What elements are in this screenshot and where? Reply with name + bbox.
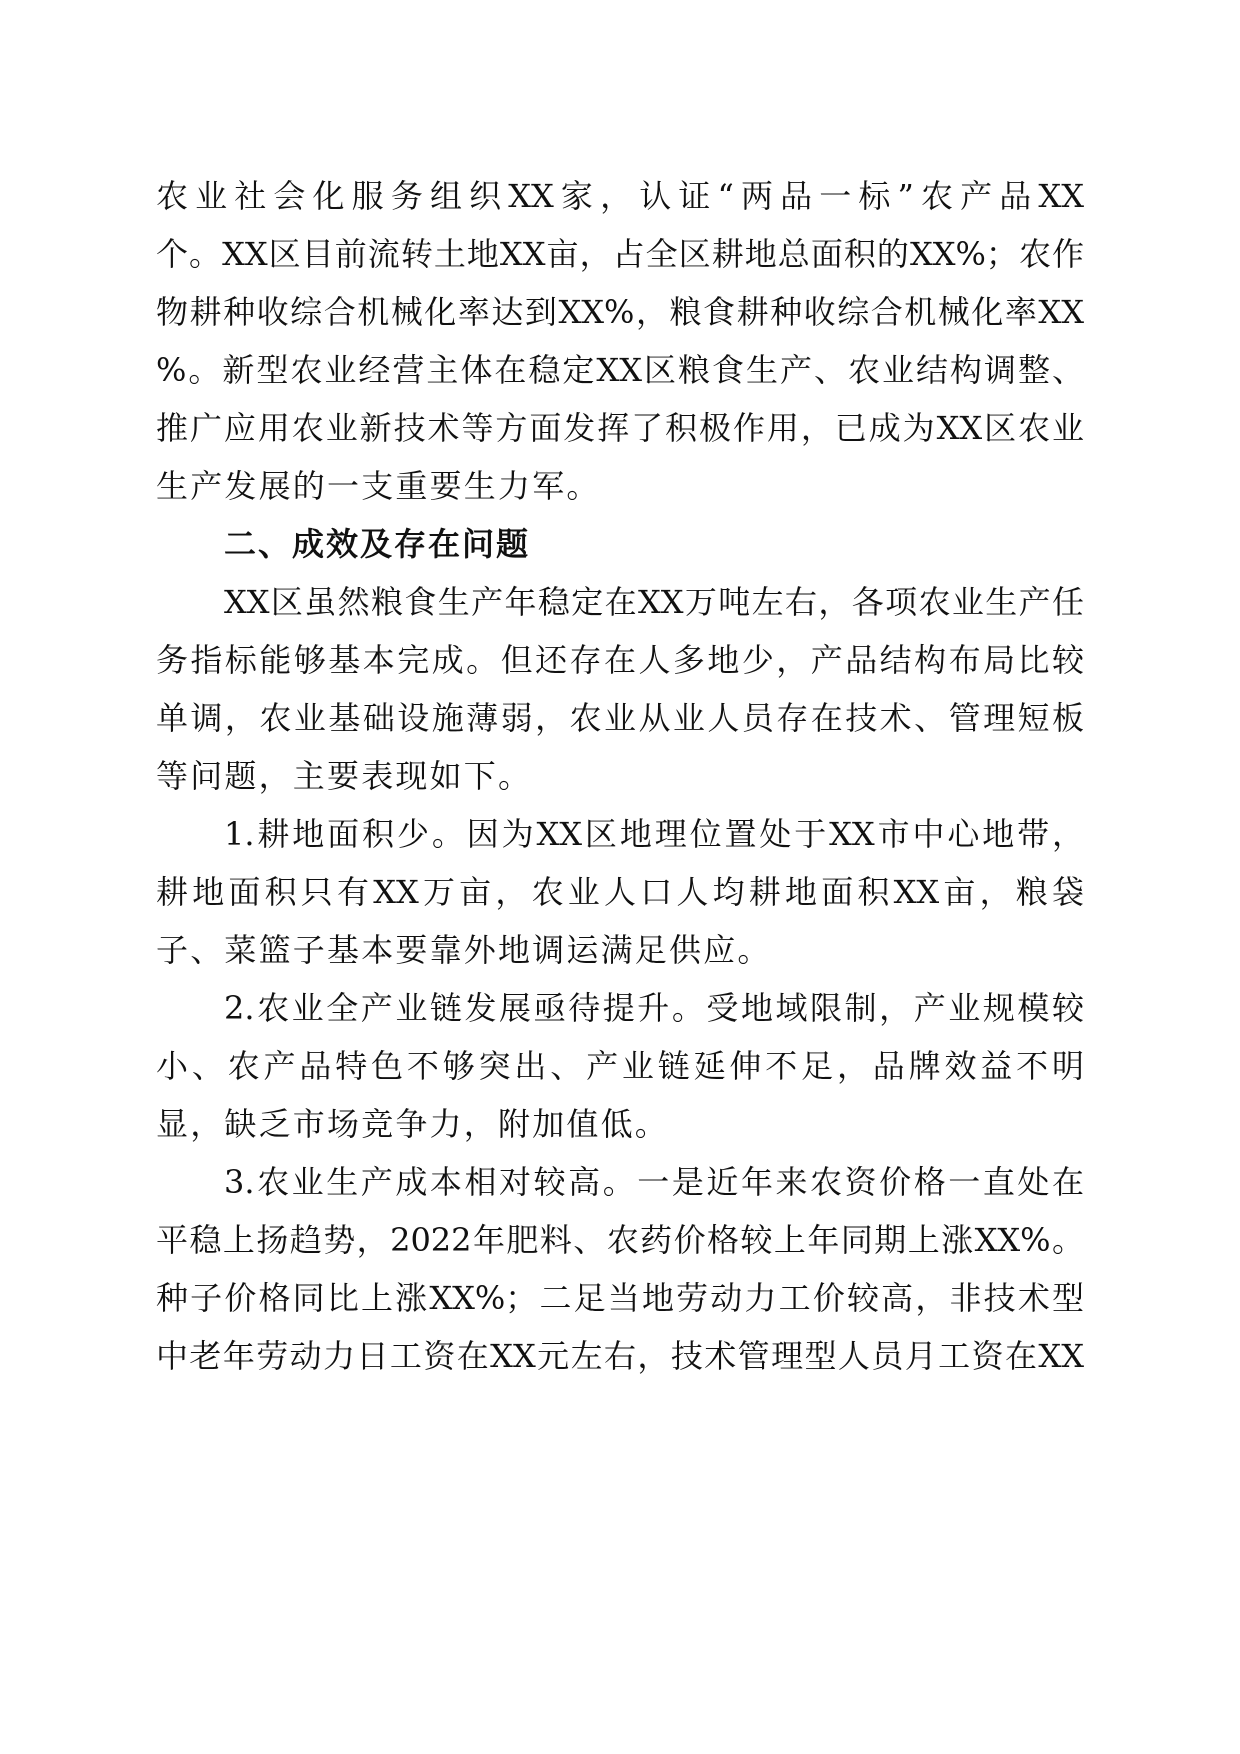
text-line: 耕地面积只有XX万亩，农业人口人均耕地面积XX亩，粮袋 bbox=[156, 873, 1084, 911]
text-line: 小、农产品特色不够突出、产业链延伸不足，品牌效益不明 bbox=[156, 1047, 1084, 1085]
text-line: 中老年劳动力日工资在XX元左右，技术管理型人员月工资在XX bbox=[156, 1337, 1084, 1375]
text-line: 生产发展的一支重要生力军。 bbox=[156, 467, 601, 505]
text-line: 等问题，主要表现如下。 bbox=[156, 757, 533, 795]
text-line: 2.农业全产业链发展亟待提升。受地域限制，产业规模较 bbox=[224, 989, 1084, 1027]
section-heading: 二、成效及存在问题 bbox=[224, 525, 531, 563]
text-line: 务指标能够基本完成。但还存在人多地少，产品结构布局比较 bbox=[156, 641, 1084, 679]
text-line: 1.耕地面积少。因为XX区地理位置处于XX市中心地带， bbox=[224, 815, 1084, 853]
text-line: 显，缺乏市场竞争力，附加值低。 bbox=[156, 1105, 670, 1143]
text-line: %。新型农业经营主体在稳定XX区粮食生产、农业结构调整、 bbox=[156, 351, 1084, 389]
text-line: 推广应用农业新技术等方面发挥了积极作用，已成为XX区农业 bbox=[156, 409, 1084, 447]
text-line: 种子价格同比上涨XX%；二足当地劳动力工价较高，非技术型 bbox=[156, 1279, 1084, 1317]
text-line: 3.农业生产成本相对较高。一是近年来农资价格一直处在 bbox=[224, 1163, 1084, 1201]
text-line: 单调，农业基础设施薄弱，农业从业人员存在技术、管理短板 bbox=[156, 699, 1084, 737]
text-line: 个。XX区目前流转土地XX亩，占全区耕地总面积的XX%；农作 bbox=[156, 235, 1084, 273]
text-line: 子、菜篮子基本要靠外地调运满足供应。 bbox=[156, 931, 772, 969]
text-line: XX区虽然粮食生产年稳定在XX万吨左右，各项农业生产任 bbox=[224, 583, 1084, 621]
text-line: 农业社会化服务组织XX家，认证“两品一标”农产品XX bbox=[156, 177, 1084, 215]
text-line: 物耕种收综合机械化率达到XX%，粮食耕种收综合机械化率XX bbox=[156, 293, 1084, 331]
text-line: 平稳上扬趋势，2022年肥料、农药价格较上年同期上涨XX%。 bbox=[156, 1221, 1084, 1259]
